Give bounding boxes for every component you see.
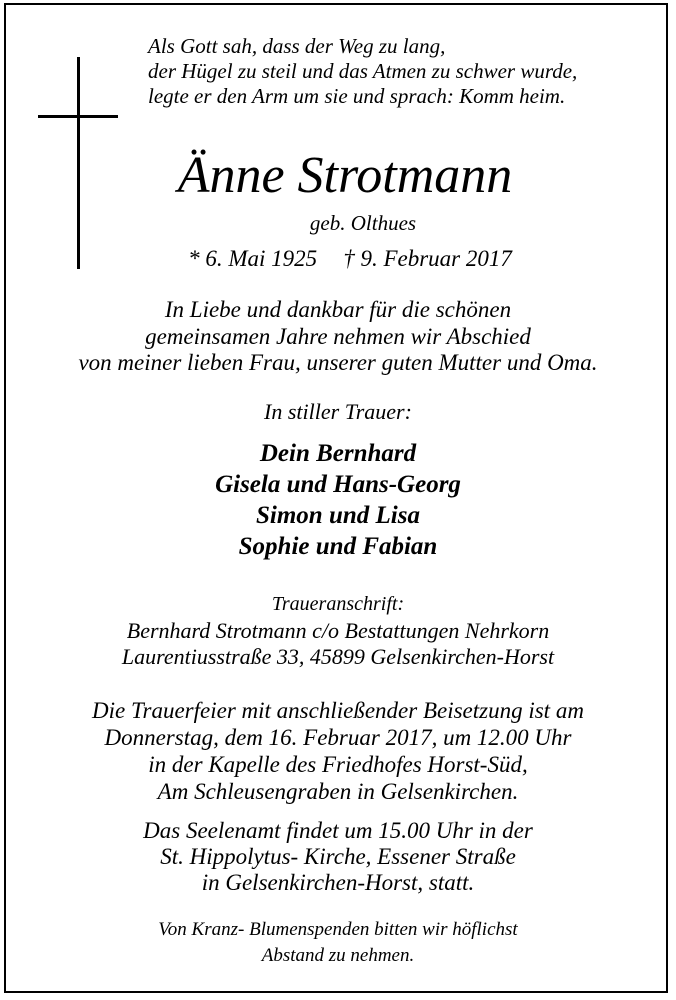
maiden-name: geb. Olthues <box>309 211 417 235</box>
requiem-line: in Gelsenkirchen-Horst, statt. <box>201 870 475 895</box>
farewell-line: In Liebe und dankbar für die schönen <box>164 297 512 322</box>
flowers-line: Abstand zu nehmen. <box>261 945 415 966</box>
mourners-list <box>0 438 676 562</box>
ceremony-line: Donnerstag, dem 16. Februar 2017, um 12.00 Uhr <box>104 725 572 750</box>
address-line: Laurentiusstraße 33, 45899 Gelsenkirchen-Horst <box>121 644 555 669</box>
death-date: † 9. Februar 2017 <box>343 246 512 271</box>
farewell-line: gemeinsamen Jahre nehmen wir Abschied <box>145 323 531 349</box>
address-label: Traueranschrift: <box>271 593 405 615</box>
requiem-line: Das Seelenamt findet um 15.00 Uhr in der <box>143 818 533 843</box>
ceremony-line: in der Kapelle des Friedhofes Horst-Süd, <box>148 752 528 777</box>
ceremony-info <box>0 697 676 805</box>
farewell-text <box>0 297 676 377</box>
farewell-line: von meiner lieben Frau, unserer guten Mutter und Oma. <box>78 350 598 375</box>
requiem-line: St. Hippolytus- Kirche, Essener Straße <box>160 844 516 869</box>
address-line: Bernhard Strotmann c/o Bestattungen Nehrkorn <box>126 618 550 643</box>
birth-date: * 6. Mai 1925 <box>188 246 318 271</box>
deceased-name: Änne Strotmann <box>177 147 513 204</box>
poem <box>148 34 658 109</box>
deceased-name-row <box>0 146 676 206</box>
address <box>0 618 676 670</box>
mourner: Dein Bernhard <box>259 440 417 467</box>
mourning-intro: In stiller Trauer: <box>264 399 412 424</box>
ceremony-line: Am Schleusengraben in Gelsenkirchen. <box>157 779 519 804</box>
mourner: Gisela und Hans-Georg <box>215 471 461 498</box>
poem-line: legte er den Arm um sie und sprach: Komm heim. <box>148 84 566 108</box>
life-dates <box>0 245 676 273</box>
mourner: Sophie und Fabian <box>238 533 438 560</box>
mourner: Simon und Lisa <box>256 502 420 529</box>
maiden-name-row <box>0 210 676 236</box>
poem-line: der Hügel zu steil und das Atmen zu schwer wurde, <box>148 59 578 83</box>
poem-line: Als Gott sah, dass der Weg zu lang, <box>148 34 446 58</box>
requiem-info <box>0 818 676 896</box>
flowers-note <box>0 917 676 969</box>
cross-icon-bar <box>38 115 118 118</box>
ceremony-line: Die Trauerfeier mit anschließender Beisetzung ist am <box>92 698 584 723</box>
flowers-line: Von Kranz- Blumenspenden bitten wir höflichst <box>158 919 518 940</box>
